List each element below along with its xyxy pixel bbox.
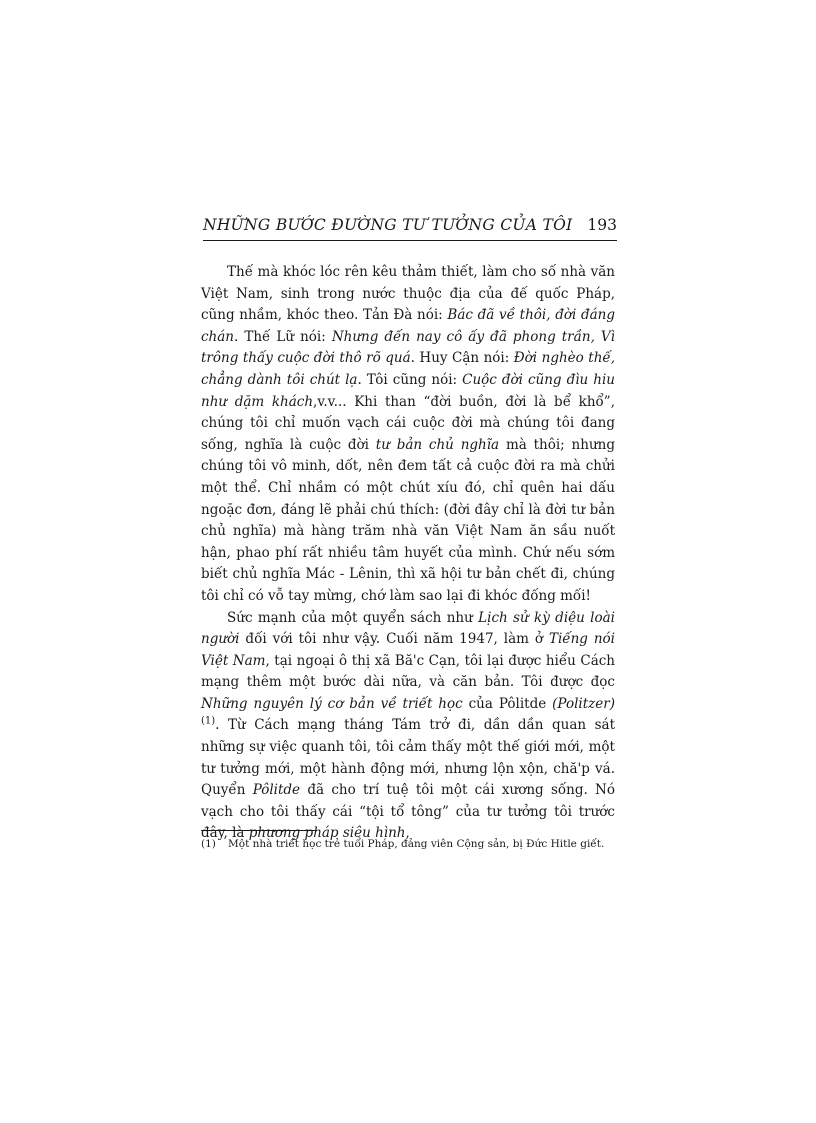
text-run: đã cho trí tuệ tôi một cái xương sống. Nó vạch cho tôi thấy cái “tội tổ tông” của tư tưởng tôi trước đây, là bbox=[201, 782, 615, 842]
organization-name: Tiếng nói Việt Nam bbox=[201, 631, 615, 669]
text-run: . Tôi cũng nói: bbox=[357, 371, 463, 388]
text-run: Sức mạnh của một quyển sách như bbox=[227, 609, 479, 626]
paragraph-1 bbox=[201, 262, 615, 608]
text-run: mà thôi; nhưng chúng tôi vô minh, dốt, nên đem tất cả cuộc đời ra mà chửi một thể. Chỉ nhầm có một chút xíu đó, chỉ quên hai dấu ngoặc đơn, đáng lẽ phải chú thích: (đời đây chỉ là đời tư bản chủ nghĩa) mà hàng trăm nhà văn Việt Nam ăn sầu nuốt hận, phao phí rất nhiều tâm huyết của mình. Chứ nếu sớm biết chủ nghĩa Mác - Lênin, thì xã hội tư bản chết đi, chúng tôi chỉ có vỗ tay mừng, chớ làm sao lại đi khóc đống mối! bbox=[201, 436, 615, 604]
emphasis-metaphysics: phương pháp siêu hình bbox=[248, 825, 406, 842]
text-run: đối với tôi như vậy. Cuối năm 1947, làm ở bbox=[239, 631, 549, 648]
body-text bbox=[201, 262, 615, 845]
text-run: . Thế Lữ nói: bbox=[234, 328, 332, 345]
paragraph-2 bbox=[201, 608, 615, 846]
text-run: của Pôlitde bbox=[462, 695, 553, 712]
footnote-divider bbox=[201, 830, 317, 831]
footnote bbox=[201, 836, 615, 853]
quote-tan-da: Bác đã về thôi, đời đáng chán bbox=[201, 307, 615, 345]
emphasis-capitalism: tư bản chủ nghĩa bbox=[375, 436, 500, 453]
text-run: ,v.v... Khi than “đời buồn, đời là bể khổ”, chúng tôi chỉ muốn vạch cái cuộc đời mà chúng tôi đang sống, nghĩa là cuộc đời bbox=[201, 393, 615, 453]
quote-huy-can: Đời nghèo thế, chẳng dành tôi chút lạ bbox=[201, 350, 615, 388]
running-header bbox=[203, 214, 617, 241]
text-run: Thế mà khóc lóc rên kêu thảm thiết, làm cho số nhà văn Việt Nam, sinh trong nước thuộc địa của đế quốc Pháp, cũng nhầm, khóc theo. Tản Đà nói: bbox=[201, 264, 615, 324]
text-run: . Từ Cách mạng tháng Tám trở đi, dần dần quan sát những sự việc quanh tôi, tôi cảm thấy một thế giới mới, một tư tưởng mới, một hành động mới, nhưng lộn xộn, chă'p vá. Quyển bbox=[201, 717, 615, 799]
text-run: , tại ngoại ô thị xã Bă'c Cạn, tôi lại được hiểu Cách mạng thêm một bước dài nữa, và căn bản. Tôi được đọc bbox=[201, 652, 616, 691]
book-short-title: Pôlitde bbox=[252, 782, 301, 799]
text-run: , bbox=[405, 825, 410, 842]
book-title: Lịch sử kỳ diệu loài người bbox=[201, 609, 615, 648]
footnote-reference: (1) bbox=[201, 715, 216, 727]
quote-the-lu: Nhưng đến nay cô ấy đã phong trần, Vì trông thấy cuộc đời thô rõ quá bbox=[201, 328, 616, 367]
footnote-text: Một nhà triết học trẻ tuổi Pháp, đảng viên Cộng sản, bị Đức Hitle giết. bbox=[228, 838, 605, 850]
book-title: Những nguyên lý cơ bản về triết học bbox=[201, 695, 463, 712]
page-number: 193 bbox=[587, 216, 617, 234]
footnote-mark: (1) bbox=[201, 838, 216, 850]
running-title: NHỮNG BƯỚC ĐƯỜNG TƯ TƯỞNG CỦA TÔI bbox=[203, 216, 573, 234]
author-name: (Politzer) bbox=[552, 695, 615, 712]
text-run: . Huy Cận nói: bbox=[410, 350, 514, 367]
quote-author: Cuộc đời cũng đìu hiu như dặm khách bbox=[201, 371, 615, 410]
